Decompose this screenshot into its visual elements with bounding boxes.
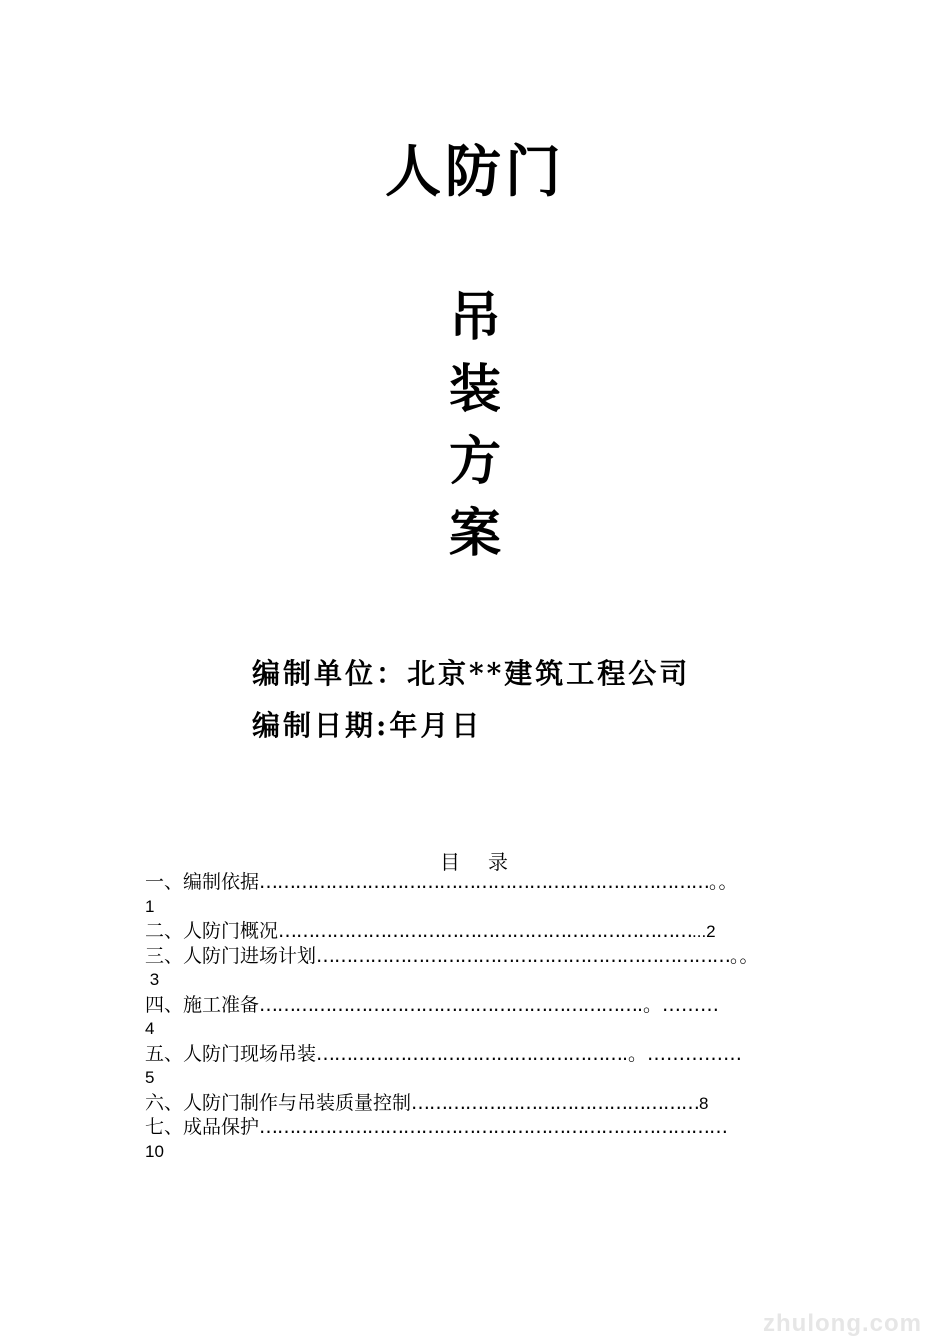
toc-leader-dots: …………………………………………………………… (278, 920, 693, 942)
toc-leader-dots: ………………………………………………………………… (259, 871, 710, 893)
compiling-unit: 编制单位：北京**建筑工程公司 (252, 657, 691, 690)
toc-entry-label: 五、人防门现场吊装 (145, 1042, 317, 1065)
toc-leader-dots: ………………………………………… (411, 1091, 700, 1114)
toc-entry-page: 3 (145, 970, 160, 989)
subtitle-char: 方 (448, 431, 501, 492)
toc-entry-tail: 。。 (709, 871, 738, 893)
toc-entry-tail: 。。 (730, 944, 759, 967)
toc-entry[interactable] (145, 944, 820, 969)
toc-entry-label: 六、人防门制作与吊装质量控制 (145, 1091, 412, 1114)
table-of-contents (145, 870, 820, 1164)
document-title: 人防门 (385, 139, 565, 205)
toc-entry[interactable] (145, 919, 820, 944)
toc-entry[interactable] (145, 993, 820, 1018)
toc-entry-label: 三、人防门进场计划 (145, 944, 317, 967)
toc-entry[interactable] (145, 870, 820, 895)
toc-entry-tail: .。……… (637, 993, 720, 1016)
toc-entry-page: 4 (145, 1019, 155, 1038)
toc-entry-page: 5 (145, 1068, 155, 1087)
compiling-date: 编制日期:年月日 (252, 709, 483, 742)
subtitle-char: 吊 (448, 287, 501, 348)
toc-heading: 目录 (440, 850, 536, 874)
toc-entry-label: 四、施工准备 (145, 993, 260, 1016)
subtitle-char: 案 (448, 503, 501, 564)
toc-entry-label: 一、编制依据 (145, 871, 260, 893)
toc-leader-dots: …………………………………………… (316, 1042, 623, 1065)
watermark: zhulong.com (763, 1310, 922, 1337)
toc-entry[interactable] (145, 1091, 820, 1116)
toc-entry[interactable] (145, 1115, 820, 1140)
toc-entry-page: 1 (145, 896, 155, 916)
toc-entry-tail: .。…………… (622, 1042, 743, 1065)
subtitle-char: 装 (448, 359, 501, 420)
toc-entry-label: 七、成品保护 (145, 1116, 260, 1138)
toc-leader-dots: …………………………………………………………………… (259, 1116, 728, 1138)
toc-entry-label: 二、人防门概况 (145, 920, 279, 942)
toc-leader-dots: ……………………………………………………… (259, 993, 638, 1016)
toc-entry-tail: ...2 (692, 922, 716, 941)
toc-leader-dots: …………………………………………………………… (316, 944, 731, 967)
toc-entry-page: 10 (145, 1141, 164, 1161)
toc-entry[interactable] (145, 1042, 820, 1067)
toc-entry-tail: 8 (699, 1093, 709, 1113)
document-subtitle (440, 282, 510, 570)
